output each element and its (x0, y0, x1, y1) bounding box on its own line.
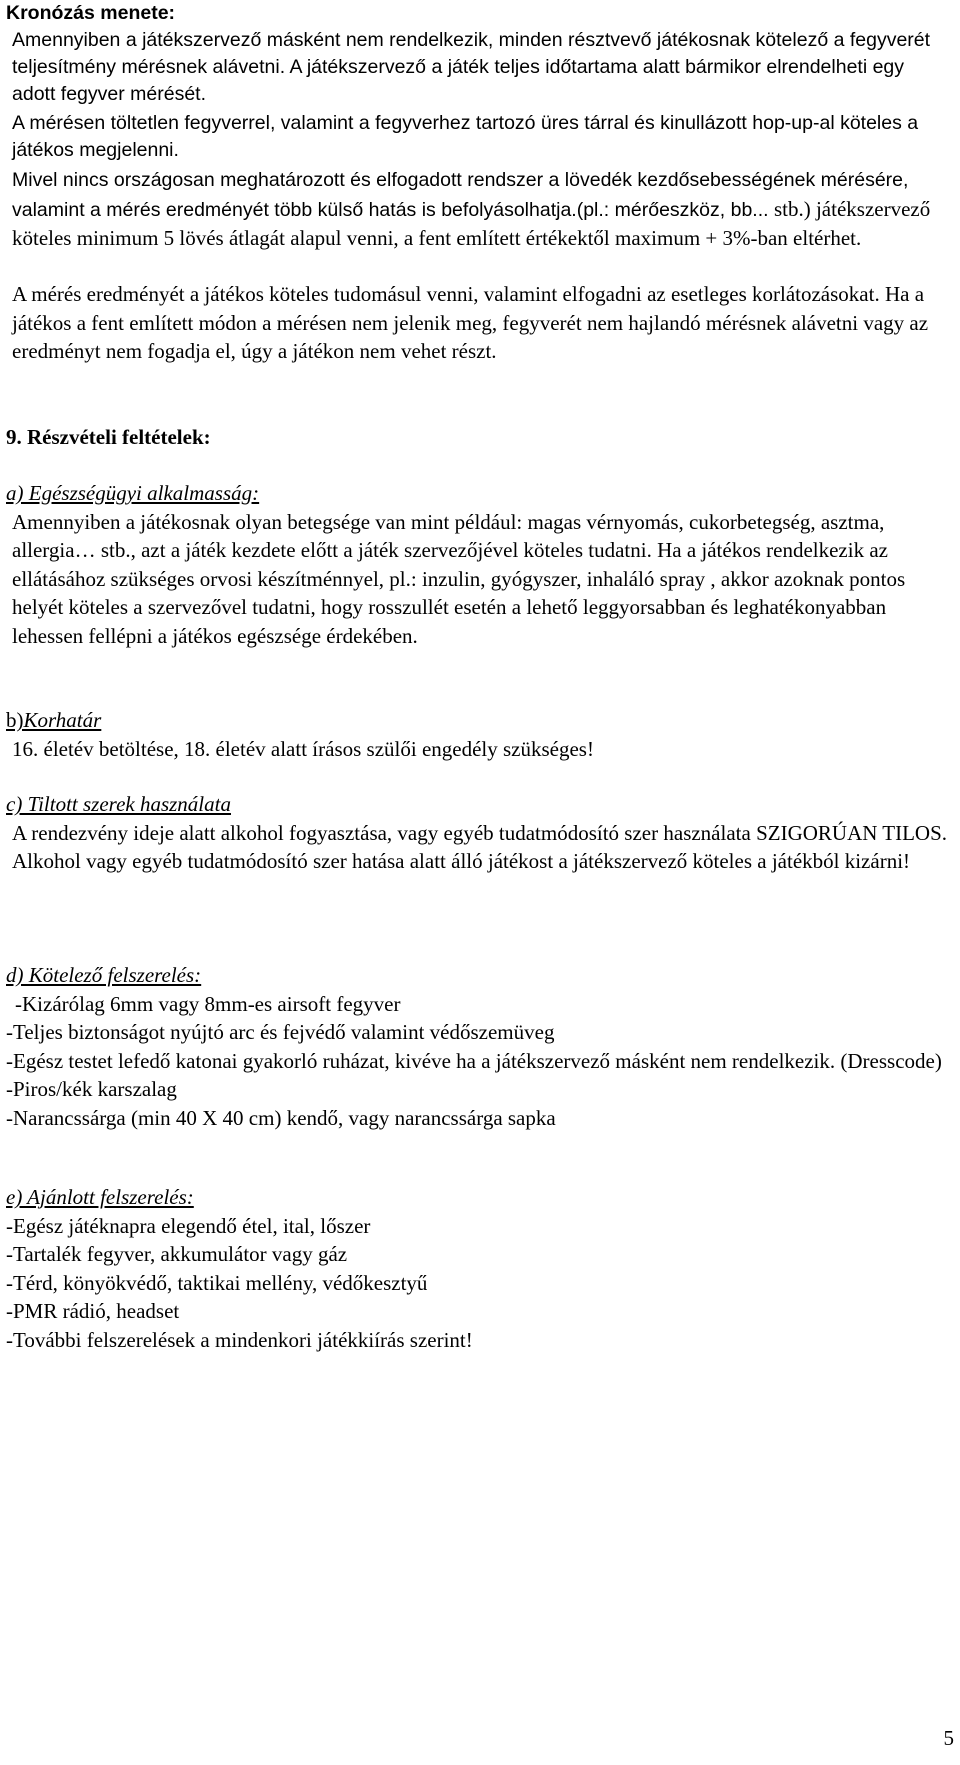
section-d (6, 961, 952, 1132)
chrono-paragraph-2-block (6, 110, 952, 164)
section-e-heading: e) Ajánlott felszerelés: (6, 1185, 194, 1209)
page-number: 5 (943, 1726, 954, 1750)
chrono-paragraph-3 (6, 166, 952, 254)
chrono-paragraph-3-serif: stb.) játékszervező köteles minimum 5 lövés átlagát alapul venni, a fent említett értékektől maximum + 3%-ban eltérhet. (12, 196, 931, 250)
section-c-text: A rendezvény ideje alatt alkohol fogyasztása, vagy egyéb tudatmódosító szer használata SZIGORÚAN TILOS. Alkohol vagy egyéb tudatmódosító szer hatása alatt álló játékost a játékszervező köteles a játékból kizárni! (12, 820, 948, 873)
section-e-item: -Egész játéknapra elegendő étel, ital, lőszer (6, 1213, 371, 1238)
section-9-heading: 9. Részvételi feltételek: (6, 425, 211, 449)
section-d-item: -Piros/kék karszalag (6, 1077, 177, 1101)
section-b-heading-label: Korhatár (23, 708, 102, 732)
section-c (6, 790, 952, 876)
section-d-item: -Kizárólag 6mm vagy 8mm-es airsoft fegyver (15, 991, 401, 1016)
chrono-paragraph-2: A mérésen töltetlen fegyverrel, valamint a fegyverhez tartozó üres tárral és kinullázott hop-up-al köteles a játékos megjelenni. (12, 112, 919, 161)
section-9 (6, 423, 952, 452)
section-d-item: -Narancssárga (min 40 X 40 cm) kendő, vagy narancssárga sapka (6, 1105, 556, 1130)
section-b-text: 16. életév betöltése, 18. életév alatt írásos szülői engedély szükséges! (12, 736, 594, 761)
section-e (6, 1183, 952, 1354)
chrono-paragraph-4-block (6, 280, 952, 366)
section-e-item: -PMR rádió, headset (6, 1299, 180, 1323)
section-a-heading: a) Egészségügyi alkalmasság: (6, 481, 260, 505)
section-d-item: -Egész testet lefedő katonai gyakorló ruházat, kivéve ha a játékszervező másként nem rendelkezik. (Dresscode) (6, 1048, 942, 1073)
chrono-paragraph-3-block (6, 166, 952, 254)
section-e-item: -További felszerelések a mindenkori játékkiírás szerint! (6, 1327, 473, 1352)
section-e-item: -Térd, könyökvédő, taktikai mellény, védőkesztyű (6, 1270, 428, 1295)
section-a (6, 479, 952, 650)
section-b (6, 706, 952, 763)
chrono-paragraph-4: A mérés eredményét a játékos köteles tudomásul venni, valamint elfogadni az esetleges korlátozásokat. Ha a játékos a fent említett módon a mérésen nem jelenik meg, fegyverét nem hajlandó mérésnek alávetni vagy az eredményt nem fogadja el, úgy a játékon nem vehet részt. (12, 282, 929, 363)
section-a-text: Amennyiben a játékosnak olyan betegsége van mint például: magas vérnyomás, cukorbetegség, asztma, allergia… stb., azt a játék kezdete előtt a játék szervezőjével köteles tudatni. Ha a játékos rendelkezik az ellátásához szükséges orvosi készítménnyel, pl.: inzulin, gyógyszer, inhaláló spray , akkor azoknak pontos helyét köteles a szervezővel tudatni, hogy rosszullét esetén a lehető leggyorsabban és leghatékonyabban lehessen fellépni a játékos egészsége érdekében. (12, 509, 906, 648)
chrono-heading: Kronózás menete: (6, 2, 176, 24)
section-d-heading: d) Kötelező felszerelés: (6, 963, 202, 987)
section-b-heading (6, 706, 952, 735)
section-c-heading: c) Tiltott szerek használata (6, 792, 231, 816)
chrono-paragraph-3-sans: Mivel nincs országosan meghatározott és elfogadott rendszer a lövedék kezdősebességének mérésére, valamint a mérés eredményét több külső hatás is befolyásolhatja.(pl.: mérőeszköz, bb... (12, 169, 909, 221)
section-b-heading-prefix: b) (6, 708, 24, 732)
chrono-section (6, 0, 952, 108)
chrono-paragraph-1: Amennyiben a játékszervező másként nem rendelkezik, minden résztvevő játékosnak kötelező a fegyverét teljesítmény mérésnek alávetni. A játékszervező a játék teljes időtartama alatt bármikor elrendelheti egy adott fegyver mérését. (12, 29, 931, 105)
section-e-item: -Tartalék fegyver, akkumulátor vagy gáz (6, 1242, 348, 1266)
section-d-item: -Teljes biztonságot nyújtó arc és fejvédő valamint védőszemüveg (6, 1020, 555, 1044)
